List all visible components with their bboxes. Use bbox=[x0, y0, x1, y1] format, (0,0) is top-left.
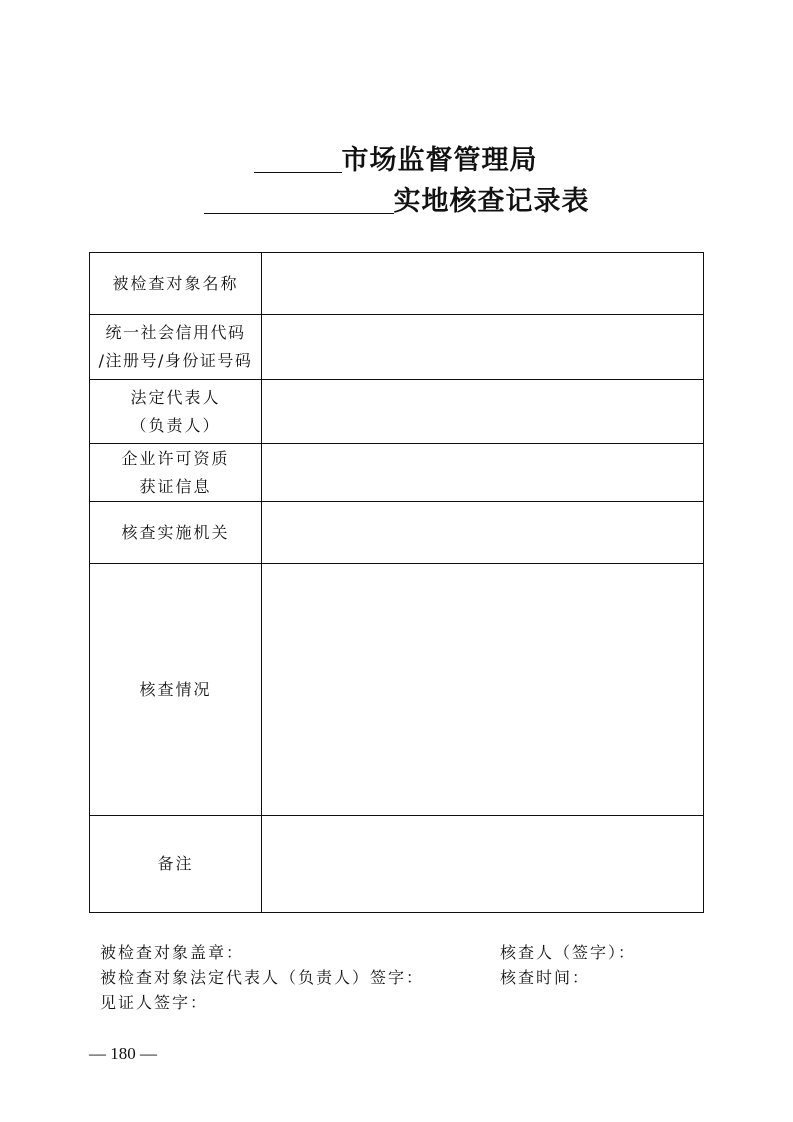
label-legal-representative: 法定代表人 （负责人） bbox=[90, 380, 262, 444]
form-type-blank bbox=[204, 213, 394, 214]
label-inspecting-authority: 核查实施机关 bbox=[90, 502, 262, 564]
value-license-info[interactable] bbox=[262, 444, 704, 502]
table-row bbox=[90, 253, 704, 315]
witness-sign-line: 见证人签字： bbox=[100, 993, 209, 1012]
value-inspecting-authority[interactable] bbox=[262, 502, 704, 564]
table-row bbox=[90, 444, 704, 502]
label-inspection-situation: 核查情况 bbox=[90, 564, 262, 816]
title-bureau: 市场监督管理局 bbox=[341, 145, 538, 176]
stamp-line: 被检查对象盖章： bbox=[100, 943, 245, 962]
inspector-sign-line: 核查人（签字）： bbox=[500, 943, 637, 962]
table-row bbox=[90, 816, 704, 913]
label-subject-name: 被检查对象名称 bbox=[90, 253, 262, 315]
value-credit-code[interactable] bbox=[262, 315, 704, 380]
legal-sign-line: 被检查对象法定代表人（负责人）签字： bbox=[100, 968, 425, 987]
label-license-info: 企业许可资质 获证信息 bbox=[90, 444, 262, 502]
inspect-time-line: 核查时间： bbox=[500, 968, 591, 987]
value-inspection-situation[interactable] bbox=[262, 564, 704, 816]
value-remarks[interactable] bbox=[262, 816, 704, 913]
page-number: — 180 — bbox=[89, 1044, 157, 1063]
label-remarks: 备注 bbox=[90, 816, 262, 913]
bureau-name-blank bbox=[254, 172, 342, 173]
value-subject-name[interactable] bbox=[262, 253, 704, 315]
table-row bbox=[90, 380, 704, 444]
title-form: 实地核查记录表 bbox=[393, 186, 590, 217]
table-row bbox=[90, 502, 704, 564]
title-line-bureau bbox=[0, 138, 793, 177]
title-line-form bbox=[0, 179, 793, 218]
value-legal-representative[interactable] bbox=[262, 380, 704, 444]
inspection-record-table bbox=[89, 252, 704, 913]
table-row bbox=[90, 564, 704, 816]
table-row bbox=[90, 315, 704, 380]
label-credit-code: 统一社会信用代码 /注册号/身份证号码 bbox=[90, 315, 262, 380]
